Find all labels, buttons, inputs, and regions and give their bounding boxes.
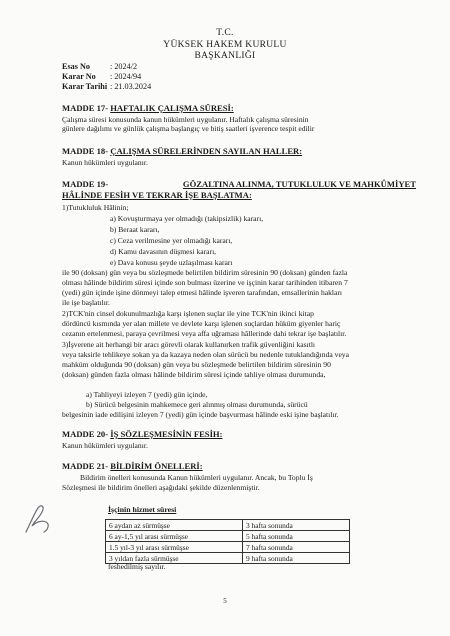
article-19-text-5: 2)TCK'nin cinsel dokunulmazlığa karşı işlenen suçlar ile yine TCK'nin ikinci kitap	[62, 309, 314, 318]
notice-period-table	[105, 519, 350, 564]
article-20-text: Kanun hükümleri uygulanır.	[62, 441, 148, 450]
table-row: 6 ay-1,5 yıl arası sürmüşse 5 hafta sonunda	[106, 531, 350, 542]
article-18-heading: MADDE 18- ÇALIŞMA SÜRELERİNDEN SAYILAN HALLER:	[62, 146, 303, 156]
table-row: 3 yıldan fazla sürmüşse 9 hafta sonunda	[106, 553, 350, 564]
article-19-item-b: b) Beraat kararı,	[110, 225, 160, 234]
article-19-text-7: cezanın ertelenmesi, paraya çevrilmesi veya affa uğraması hâllerinde dahi tekrar işe başlatılır.	[62, 329, 347, 338]
handwritten-mark-icon	[20, 502, 58, 538]
article-19-sub-a: a) Tahliyeyi izleyen 7 (yedi) gün içinde,	[86, 390, 208, 399]
article-21-text-1: Bildirim önelleri konusunda Kanun hükümleri uygulanır. Ancak, bu Toplu İş	[80, 473, 313, 482]
meta-karar-tarihi: Karar Tarihi : 21.03.2024	[62, 82, 152, 91]
header-institution: YÜKSEK HAKEM KURULU	[163, 40, 287, 50]
article-17-text-1: Çalışma süresi konusunda kanun hükümleri uygulanır. Haftalık çalışma süresinin	[62, 115, 309, 124]
article-19-p1: 1)Tutukluluk Hâlinin;	[62, 203, 129, 212]
article-21-text-2: Sözleşmesi ile bildirim önelleri aşağıdaki şekilde düzenlenmiştir.	[62, 483, 260, 492]
article-17-text-2: günlere dağılımı ve günlük çalışma başlangıç ve bitiş saatleri işverence tespit edilir	[62, 124, 315, 133]
header-department: BAŞKANLIĞI	[194, 51, 256, 61]
article-19-text-3: (yedi) gün içinde işine dönmeyi talep etmesi hâlinde işveren tarafından, emsallerinin hakları	[62, 288, 343, 297]
article-19-heading-1: MADDE 19- GÖZALTINA ALINMA, TUTUKLULUK VE MAHKÛMİYET	[62, 179, 416, 189]
article-19-heading-2: HÂLİNDE FESİH VE TEKRAR İŞE BAŞLATMA:	[62, 190, 252, 200]
article-19-text-9: veya taksirle tehlikeye sokan ya da kazaya neden olan sürücü bu nedenle tutuklandığında veya	[62, 350, 349, 359]
article-19-text-2: olması hâlinde bildirim süresi içinde son bulması üzerine ve işçinin karar tarihinden itibaren 7	[62, 278, 348, 287]
table-row: 6 aydan az sürmüşse 3 hafta sonunda	[106, 520, 350, 531]
article-19-text-4: ile işe başlatılır.	[62, 298, 110, 307]
article-17-heading: MADDE 17- HAFTALIK ÇALIŞMA SÜRESİ:	[62, 103, 234, 113]
article-19-text-13: belgesinin iade edilişini izleyen 7 (yedi) gün içinde başvurması hâlinde eski işine başlatılır.	[62, 410, 339, 419]
article-19-text-10: mahküm olduğunda 90 (doksan) gün veya bu sözleşmede belirtilen bildirim süresinin 90	[62, 360, 331, 369]
article-19-text-11: (doksan) günden fazla olması hâlinde bildirim süresi içinde tahliye olması durumunda,	[62, 370, 326, 379]
article-19-item-a: a) Kovuşturmaya yer olmadığı (takipsizlik) kararı,	[110, 214, 264, 223]
page-number: 5	[223, 597, 227, 605]
table-row: 1.5 yıl-3 yıl arası sürmüşse 7 hafta sonunda	[106, 542, 350, 553]
notice-table-caption: İşçinin hizmet süresi	[108, 505, 177, 514]
article-21-heading: MADDE 21- BİLDİRİM ÖNELLERİ:	[62, 461, 203, 471]
article-19-text-8: 3)İşverene ait herhangi bir aracı görevli olarak kullanırken trafik güvenliğini kasıtlı	[62, 340, 316, 349]
article-20-heading: MADDE 20- İŞ SÖZLEŞMESİNİN FESİH:	[62, 429, 223, 439]
meta-karar-no: Karar No : 2024/94	[62, 72, 142, 81]
article-19-text-6: dördüncü kısmında yer alan millete ve devlete karşı işlenen suçlardan hüküm giyenler hariç	[62, 319, 341, 328]
article-19-sub-b: b) Sürücü belgesinin mahkemece geri alınmış olması durumunda, sürücü	[86, 400, 308, 409]
article-19-text-1: ile 90 (doksan) gün veya bu sözleşmede belirtilen bildirim süresinin 90 (doksan) günden fazla	[62, 268, 348, 277]
article-19-item-d: d) Kamu davasının düşmesi kararı,	[110, 247, 217, 256]
meta-esas: Esas No : 2024/2	[62, 62, 138, 71]
notice-table-footer: feshedilmiş sayılır.	[108, 562, 166, 571]
header-tc: T.C.	[216, 28, 234, 38]
article-18-text: Kanun hükümleri uygulanır.	[62, 158, 148, 167]
article-19-item-e: e) Dava konusu şeyde uzlaşılması kararı	[110, 258, 233, 267]
article-19-item-c: c) Ceza verilmesine yer olmadığı kararı,	[110, 236, 233, 245]
